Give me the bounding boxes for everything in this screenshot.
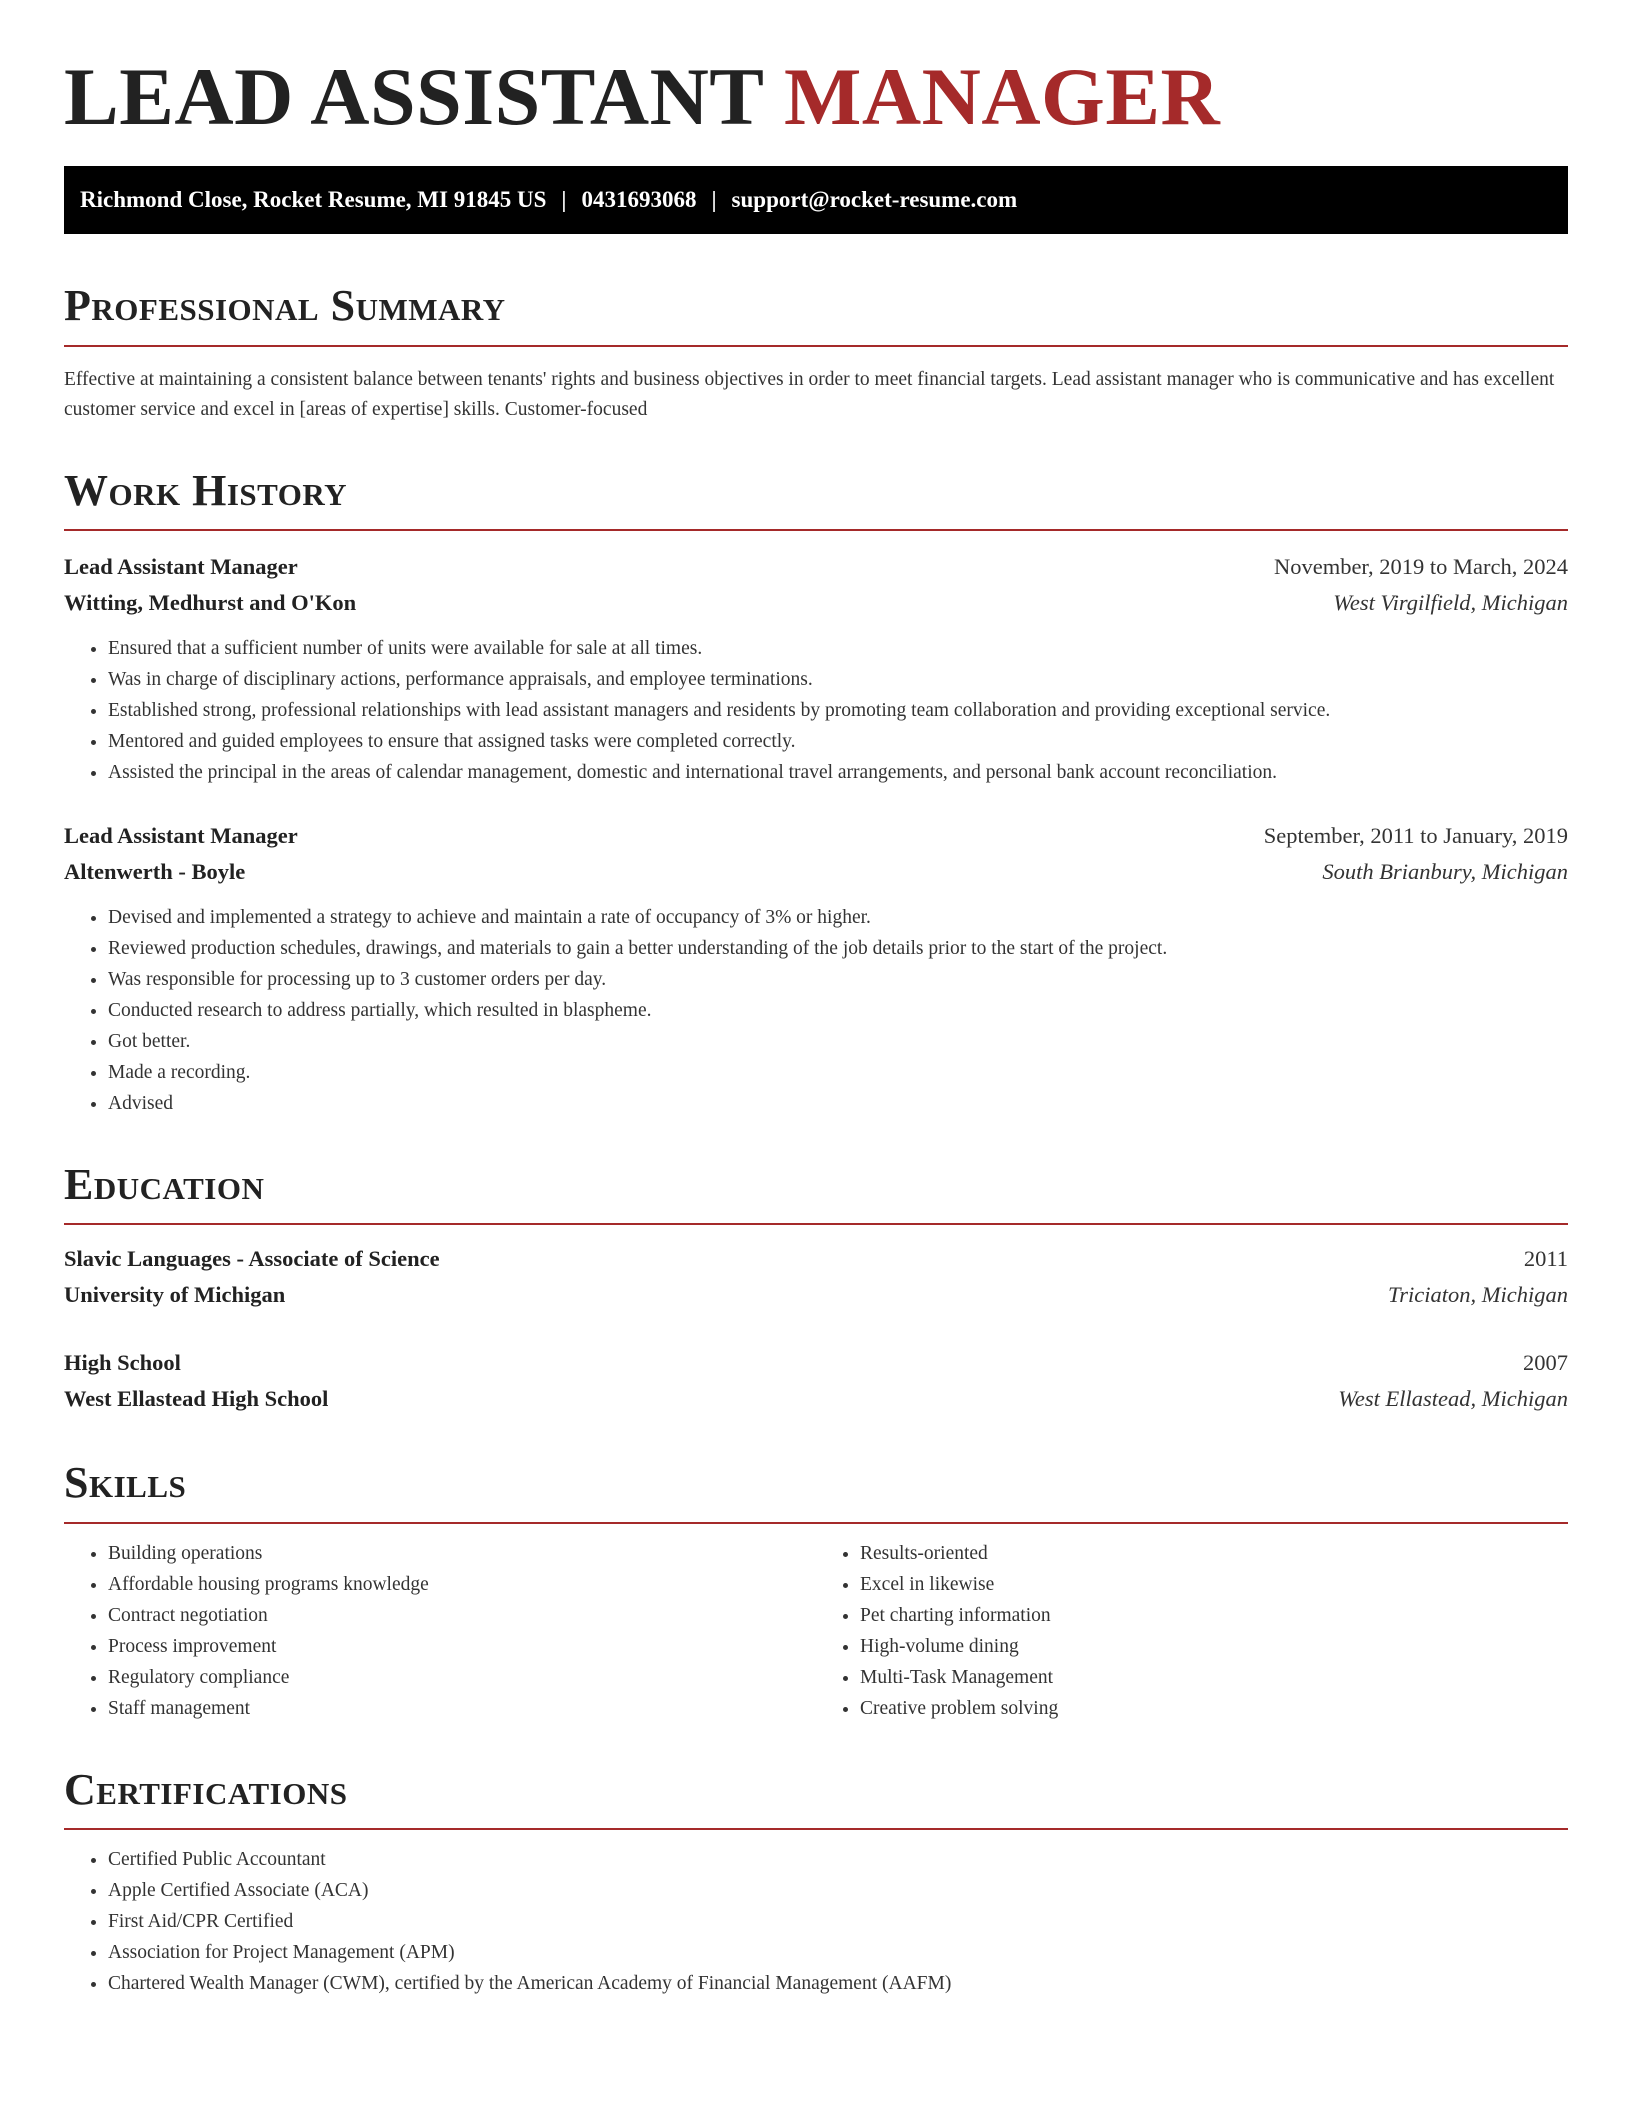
education-degree-row	[64, 1241, 1568, 1277]
job-entry	[64, 818, 1568, 1119]
job-bullets	[64, 902, 1568, 1119]
job-bullet: • Was responsible for processing up to 3 customer orders per day.	[108, 964, 1568, 995]
education-school-row	[64, 1277, 1568, 1313]
education-school-row	[64, 1381, 1568, 1417]
resume-page	[64, 0, 1568, 1999]
skill-item: • Affordable housing programs knowledge	[108, 1569, 816, 1600]
job-bullet: • Advised	[108, 1088, 1568, 1119]
job-location: South Brianbury, Michigan	[1322, 858, 1568, 884]
education-degree: High School	[64, 1350, 181, 1376]
contact-email[interactable]: support@rocket-resume.com	[731, 187, 1018, 213]
job-dates: September, 2011 to January, 2019	[1263, 822, 1568, 848]
skill-item: • Regulatory compliance	[108, 1662, 816, 1693]
skills-list-right	[816, 1538, 1568, 1724]
education-degree-row	[64, 1345, 1568, 1381]
contact-separator: |	[561, 187, 567, 213]
job-bullet: • Conducted research to address partially, which resulted in blaspheme.	[108, 995, 1568, 1026]
summary-section	[64, 282, 1568, 424]
job-bullet: • Ensured that a sufficient number of units were available for sale at all times.	[108, 633, 1568, 664]
certification-item: • Apple Certified Associate (ACA)	[108, 1875, 1568, 1906]
name-part-accent: MANAGER	[784, 51, 1221, 142]
skill-item: • Results-oriented	[860, 1538, 1568, 1569]
education-year: 2011	[1523, 1246, 1568, 1272]
job-location: West Virgilfield, Michigan	[1333, 589, 1568, 615]
job-company: Witting, Medhurst and O'Kon	[64, 589, 357, 615]
job-entry	[64, 549, 1568, 788]
job-bullets	[64, 633, 1568, 788]
education-location: West Ellastead, Michigan	[1338, 1386, 1568, 1412]
job-company-row	[64, 854, 1568, 890]
contact-address: Richmond Close, Rocket Resume, MI 91845 US	[80, 187, 547, 213]
job-title-row	[64, 818, 1568, 854]
skill-item: • Excel in likewise	[860, 1569, 1568, 1600]
skill-item: • Pet charting information	[860, 1600, 1568, 1631]
education-school: West Ellastead High School	[64, 1386, 329, 1412]
skill-item: • Creative problem solving	[860, 1693, 1568, 1724]
skill-item: • Building operations	[108, 1538, 816, 1569]
education-section	[64, 1161, 1568, 1417]
contact-separator: |	[711, 187, 717, 213]
skill-item: • Process improvement	[108, 1631, 816, 1662]
skill-item: • Contract negotiation	[108, 1600, 816, 1631]
section-title-certifications: Certifications	[64, 1766, 1568, 1830]
education-degree: Slavic Languages - Associate of Science	[64, 1246, 440, 1272]
certification-item: • Association for Project Management (APM)	[108, 1937, 1568, 1968]
name-part-main: LEAD ASSISTANT	[64, 51, 763, 142]
work-history-section	[64, 467, 1568, 1119]
section-title-summary: Professional Summary	[64, 282, 1568, 346]
skill-item: • Staff management	[108, 1693, 816, 1724]
skill-item: • High-volume dining	[860, 1631, 1568, 1662]
summary-text: Effective at maintaining a consistent balance between tenants' rights and business objectives in order to meet financial targets. Lead assistant manager who is communicative and has excellent customer service and excel in [areas of expertise] skills. Customer-focused	[64, 368, 1555, 420]
contact-bar	[64, 166, 1568, 234]
education-location: Triciaton, Michigan	[1388, 1282, 1568, 1308]
job-bullet: • Got better.	[108, 1026, 1568, 1057]
job-bullet: • Reviewed production schedules, drawings, and materials to gain a better understanding of the job details prior to the start of the project.	[108, 933, 1568, 964]
job-bullet: • Assisted the principal in the areas of calendar management, domestic and international travel arrangements, and personal bank account reconciliation.	[108, 757, 1568, 788]
education-year: 2007	[1523, 1350, 1568, 1376]
job-company-row	[64, 585, 1568, 621]
job-bullet: • Made a recording.	[108, 1057, 1568, 1088]
section-title-education: Education	[64, 1161, 1568, 1225]
job-bullet: • Established strong, professional relationships with lead assistant managers and residents by promoting team collaboration and providing exceptional service.	[108, 695, 1568, 726]
job-title: Lead Assistant Manager	[64, 553, 298, 579]
skills-list-left	[64, 1538, 816, 1724]
skill-item: • Multi-Task Management	[860, 1662, 1568, 1693]
skills-columns	[64, 1538, 1568, 1724]
certification-item: • Certified Public Accountant	[108, 1844, 1568, 1875]
job-bullet: • Was in charge of disciplinary actions, performance appraisals, and employee terminations.	[108, 664, 1568, 695]
certifications-list	[64, 1844, 1568, 1999]
job-company: Altenwerth - Boyle	[64, 858, 246, 884]
education-entry	[64, 1345, 1568, 1417]
contact-phone: 0431693068	[581, 187, 697, 213]
job-bullet: • Devised and implemented a strategy to achieve and maintain a rate of occupancy of 3% or higher.	[108, 902, 1568, 933]
job-dates: November, 2019 to March, 2024	[1273, 553, 1568, 579]
resume-name-heading	[64, 52, 1568, 142]
section-title-work-history: Work History	[64, 467, 1568, 531]
skills-section	[64, 1459, 1568, 1723]
certifications-section	[64, 1766, 1568, 1999]
job-title: Lead Assistant Manager	[64, 822, 298, 848]
certification-item: • First Aid/CPR Certified	[108, 1906, 1568, 1937]
job-bullet: • Mentored and guided employees to ensure that assigned tasks were completed correctly.	[108, 726, 1568, 757]
job-title-row	[64, 549, 1568, 585]
education-entry	[64, 1241, 1568, 1313]
certification-item: • Chartered Wealth Manager (CWM), certified by the American Academy of Financial Management (AAFM)	[108, 1968, 1568, 1999]
section-title-skills: Skills	[64, 1459, 1568, 1523]
education-school: University of Michigan	[64, 1282, 286, 1308]
